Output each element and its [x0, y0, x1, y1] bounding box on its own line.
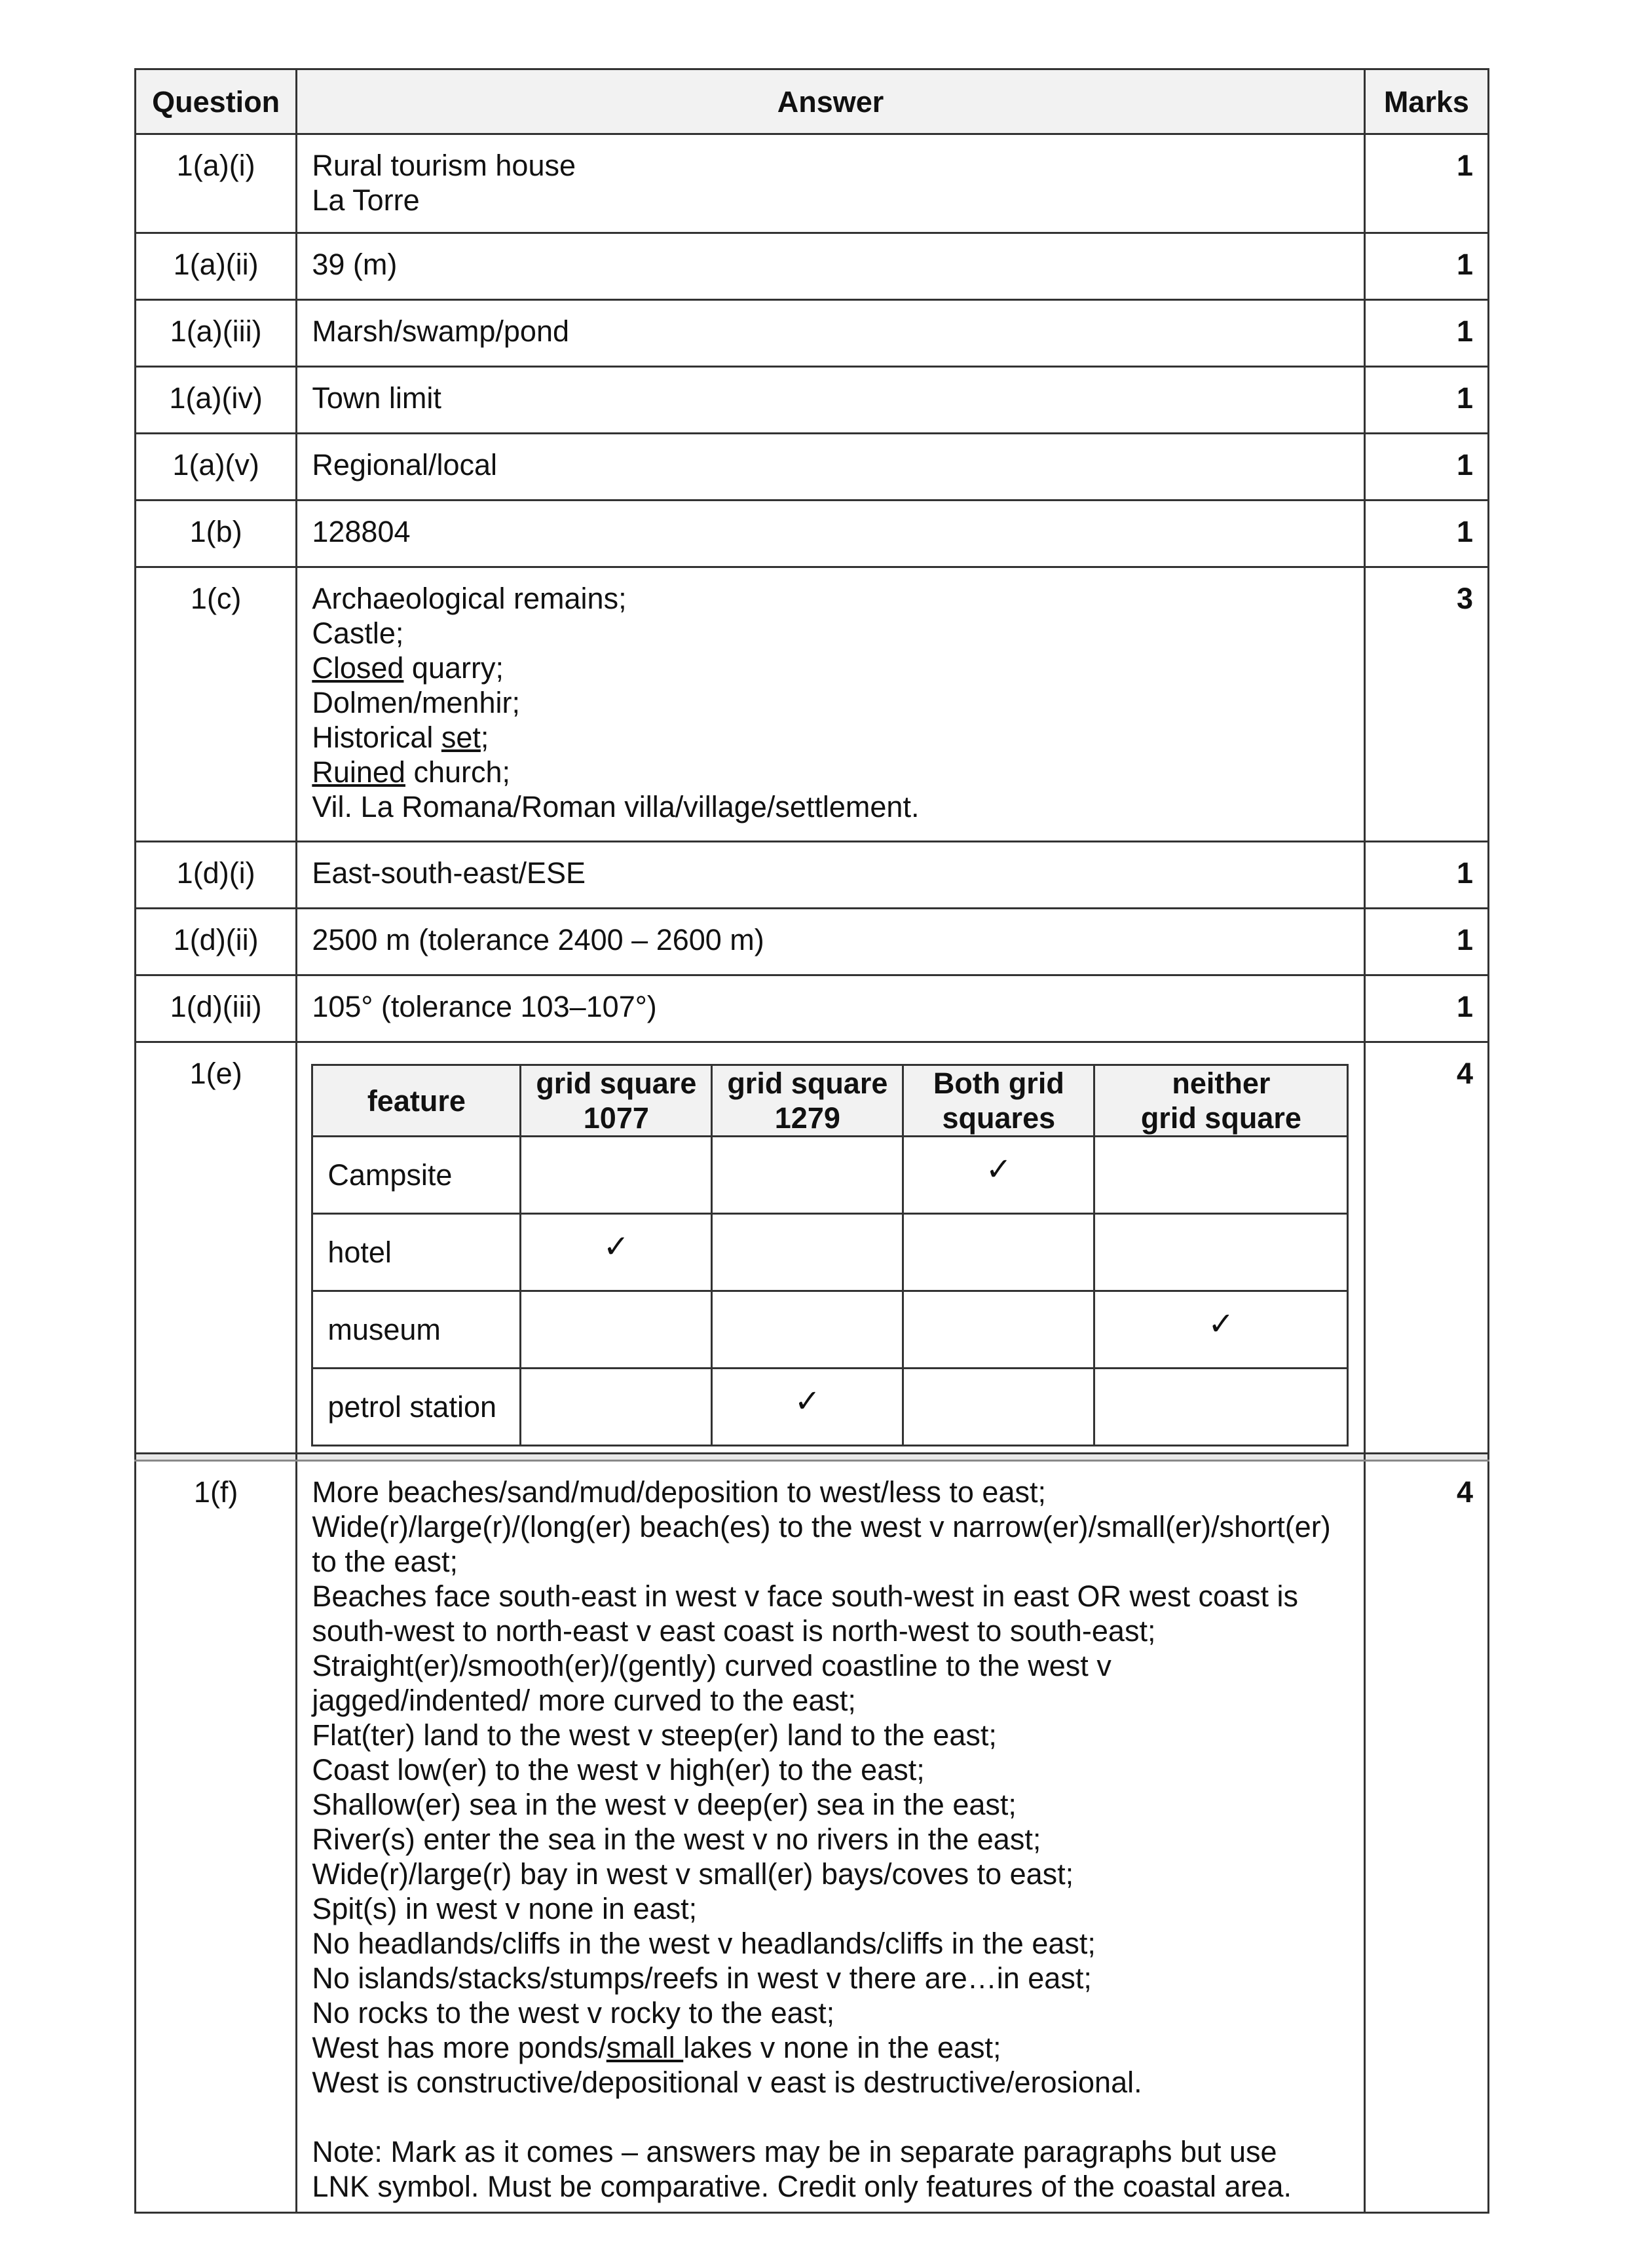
grid-cell — [1094, 1369, 1348, 1446]
marks-value: 1 — [1364, 367, 1488, 434]
answer-cell — [297, 434, 1364, 501]
answer-text: Beaches face south-east in west v face south-west in east OR west coast is — [312, 1579, 1299, 1613]
grid-table-header — [712, 1065, 903, 1137]
question-number: 1(a)(i) — [136, 134, 297, 233]
check-icon: ✓ — [603, 1229, 629, 1264]
answer-text: Wide(r)/large(r)/(long(er) beach(es) to the west v narrow(er)/small(er)/short(er) — [312, 1510, 1331, 1543]
answer-text: ; — [480, 721, 489, 754]
check-icon: ✓ — [1208, 1306, 1235, 1342]
feature-row — [312, 1369, 1348, 1446]
answer-line — [312, 1648, 1349, 1683]
answer-cell — [297, 1042, 1364, 1454]
answer-cell — [297, 567, 1364, 842]
answer-text: West is constructive/depositional v east is destructive/erosional. — [312, 2066, 1142, 2099]
answer-text: Straight(er)/smooth(er)/(gently) curved coastline to the west v — [312, 1649, 1111, 1682]
question-number: 1(a)(iii) — [136, 300, 297, 367]
grid-cell — [521, 1291, 712, 1369]
table-row — [136, 367, 1489, 434]
grid-table-header — [521, 1065, 712, 1137]
question-number: 1(b) — [136, 501, 297, 567]
grid-cell — [903, 1291, 1094, 1369]
marks-value: 1 — [1364, 842, 1488, 909]
answer-text: quarry; — [403, 651, 504, 685]
answer-line — [312, 2030, 1349, 2065]
answer-line — [312, 1961, 1349, 1995]
grid-table-header — [312, 1065, 521, 1137]
marks-value: 4 — [1364, 1461, 1488, 2213]
answer-line — [312, 1787, 1349, 1822]
answer-line — [312, 1891, 1349, 1926]
answer-cell — [297, 842, 1364, 909]
header-line: neither — [1172, 1067, 1271, 1100]
answer-line — [312, 789, 1349, 824]
header-line: 1279 — [774, 1101, 840, 1135]
table-row — [136, 233, 1489, 300]
answer-text: Castle; — [312, 616, 404, 650]
check-icon: ✓ — [794, 1384, 821, 1419]
feature-row — [312, 1214, 1348, 1291]
question-number: 1(c) — [136, 567, 297, 842]
grid-cell — [1094, 1137, 1348, 1214]
answer-text: to the east; — [312, 1545, 458, 1578]
note-line: LNK symbol. Must be comparative. Credit only features of the coastal area. — [312, 2170, 1292, 2203]
table-row — [136, 909, 1489, 975]
answer-cell — [297, 909, 1364, 975]
answer-text: Wide(r)/large(r) bay in west v small(er) bays/coves to east; — [312, 1857, 1074, 1891]
marks-value: 1 — [1364, 909, 1488, 975]
underlined-text: set — [441, 721, 481, 754]
row-separator — [136, 1454, 1489, 1461]
answer-line: Town limit — [312, 381, 441, 415]
answer-cell — [297, 233, 1364, 300]
grid-cell — [521, 1214, 712, 1291]
separator-cell — [297, 1454, 1364, 1461]
grid-cell — [712, 1369, 903, 1446]
grid-cell — [1094, 1291, 1348, 1369]
marks-value: 1 — [1364, 434, 1488, 501]
grid-cell — [521, 1137, 712, 1214]
question-number: 1(d)(i) — [136, 842, 297, 909]
answer-text: jagged/indented/ more curved to the east; — [312, 1684, 856, 1717]
answer-text: lakes v none in the east; — [683, 2031, 1001, 2064]
answer-cell — [297, 134, 1364, 233]
underlined-text: Ruined — [312, 755, 405, 789]
question-number: 1(d)(ii) — [136, 909, 297, 975]
underlined-text: small — [606, 2031, 684, 2064]
answer-line: 128804 — [312, 515, 411, 548]
answer-line — [312, 1857, 1349, 1891]
grid-cell — [1094, 1214, 1348, 1291]
answer-text: Flat(ter) land to the west v steep(er) land to the east; — [312, 1718, 997, 1752]
answer-cell — [297, 975, 1364, 1042]
answer-line — [312, 755, 1349, 789]
header-line: squares — [942, 1101, 1056, 1135]
answer-cell — [297, 367, 1364, 434]
answer-header: Answer — [297, 69, 1364, 134]
grid-cell — [521, 1369, 712, 1446]
marks-value: 3 — [1364, 567, 1488, 842]
answer-cell — [297, 300, 1364, 367]
answer-text: No islands/stacks/stumps/reefs in west v there are…in east; — [312, 1961, 1092, 1995]
header-line: feature — [367, 1084, 466, 1118]
question-number: 1(a)(iv) — [136, 367, 297, 434]
grid-cell — [903, 1214, 1094, 1291]
marks-value: 1 — [1364, 300, 1488, 367]
answer-line — [312, 1544, 1349, 1579]
feature-name: hotel — [312, 1214, 521, 1291]
separator-cell — [136, 1454, 297, 1461]
table-row — [136, 1461, 1489, 2213]
question-number: 1(a)(v) — [136, 434, 297, 501]
underlined-text: Closed — [312, 651, 404, 685]
answer-line: La Torre — [312, 183, 420, 217]
answer-text: More beaches/sand/mud/deposition to west/less to east; — [312, 1475, 1046, 1509]
answer-cell — [297, 501, 1364, 567]
feature-row — [312, 1291, 1348, 1369]
answer-line — [312, 1822, 1349, 1857]
answer-line — [312, 1995, 1349, 2030]
answer-text: Dolmen/menhir; — [312, 686, 520, 719]
feature-row — [312, 1137, 1348, 1214]
answer-text: Spit(s) in west v none in east; — [312, 1892, 698, 1925]
question-number: 1(d)(iii) — [136, 975, 297, 1042]
answer-line — [312, 1509, 1349, 1544]
marks-header: Marks — [1364, 69, 1488, 134]
mark-scheme-table — [134, 68, 1489, 2214]
answer-line: 39 (m) — [312, 248, 398, 281]
answer-line — [312, 1614, 1349, 1648]
answer-text: Archaeological remains; — [312, 582, 627, 615]
answer-text: church; — [405, 755, 511, 789]
header-line: Both grid — [933, 1067, 1064, 1100]
answer-line — [312, 1475, 1349, 1509]
question-number: 1(a)(ii) — [136, 233, 297, 300]
question-header: Question — [136, 69, 297, 134]
answer-line — [312, 581, 1349, 616]
answer-line — [312, 685, 1349, 720]
grid-table-header — [903, 1065, 1094, 1137]
table-row — [136, 134, 1489, 233]
answer-text: Vil. La Romana/Roman villa/village/settlement. — [312, 790, 920, 823]
examiner-note — [312, 2134, 1349, 2204]
marks-value: 1 — [1364, 134, 1488, 233]
answer-line: 105° (tolerance 103–107°) — [312, 990, 657, 1023]
answer-text: River(s) enter the sea in the west v no rivers in the east; — [312, 1823, 1041, 1856]
answer-text: Coast low(er) to the west v high(er) to the east; — [312, 1753, 925, 1786]
feature-name: Campsite — [312, 1137, 521, 1214]
header-row — [136, 69, 1489, 134]
answer-lines — [312, 1475, 1349, 2100]
answer-text: south-west to north-east v east coast is north-west to south-east; — [312, 1614, 1156, 1648]
marks-value: 1 — [1364, 975, 1488, 1042]
answer-line — [312, 651, 1349, 685]
answer-cell — [297, 1461, 1364, 2213]
marks-value: 1 — [1364, 501, 1488, 567]
header-line: grid square — [536, 1067, 697, 1100]
answer-line: Marsh/swamp/pond — [312, 314, 570, 348]
grid-table-header-row — [312, 1065, 1348, 1137]
answer-line — [312, 1579, 1349, 1614]
answer-line — [312, 1752, 1349, 1787]
answer-text: West has more ponds/ — [312, 2031, 607, 2064]
answer-text: No rocks to the west v rocky to the east; — [312, 1996, 835, 2030]
header-line: 1077 — [583, 1101, 649, 1135]
question-number: 1(e) — [136, 1042, 297, 1454]
question-number: 1(f) — [136, 1461, 297, 2213]
answer-line: 2500 m (tolerance 2400 – 2600 m) — [312, 923, 764, 956]
answer-line — [312, 1718, 1349, 1752]
answer-line: Rural tourism house — [312, 149, 576, 182]
feature-name: museum — [312, 1291, 521, 1369]
table-row — [136, 842, 1489, 909]
grid-cell — [903, 1137, 1094, 1214]
grid-cell — [903, 1369, 1094, 1446]
answer-text: Shallow(er) sea in the west v deep(er) sea in the east; — [312, 1788, 1017, 1821]
feature-name: petrol station — [312, 1369, 521, 1446]
grid-cell — [712, 1214, 903, 1291]
answer-line — [312, 720, 1349, 755]
answer-line: Regional/local — [312, 448, 498, 482]
header-line: grid square — [1140, 1101, 1301, 1135]
answer-line: East-south-east/ESE — [312, 856, 586, 890]
answer-line — [312, 616, 1349, 651]
grid-table-header — [1094, 1065, 1348, 1137]
table-row — [136, 434, 1489, 501]
answer-text: Historical — [312, 721, 441, 754]
table-row — [136, 501, 1489, 567]
answer-line — [312, 1926, 1349, 1961]
check-icon: ✓ — [985, 1152, 1012, 1187]
note-line: Note: Mark as it comes – answers may be in separate paragraphs but use — [312, 2135, 1277, 2168]
answer-text: No headlands/cliffs in the west v headlands/cliffs in the east; — [312, 1927, 1096, 1960]
grid-square-table — [311, 1064, 1349, 1446]
separator-cell — [1364, 1454, 1488, 1461]
marks-value: 1 — [1364, 233, 1488, 300]
table-row — [136, 567, 1489, 842]
table-row — [136, 1042, 1489, 1454]
grid-cell — [712, 1137, 903, 1214]
answer-line — [312, 2065, 1349, 2100]
marks-value: 4 — [1364, 1042, 1488, 1454]
answer-line — [312, 1683, 1349, 1718]
table-row — [136, 975, 1489, 1042]
grid-cell — [712, 1291, 903, 1369]
table-row — [136, 300, 1489, 367]
header-line: grid square — [727, 1067, 888, 1100]
